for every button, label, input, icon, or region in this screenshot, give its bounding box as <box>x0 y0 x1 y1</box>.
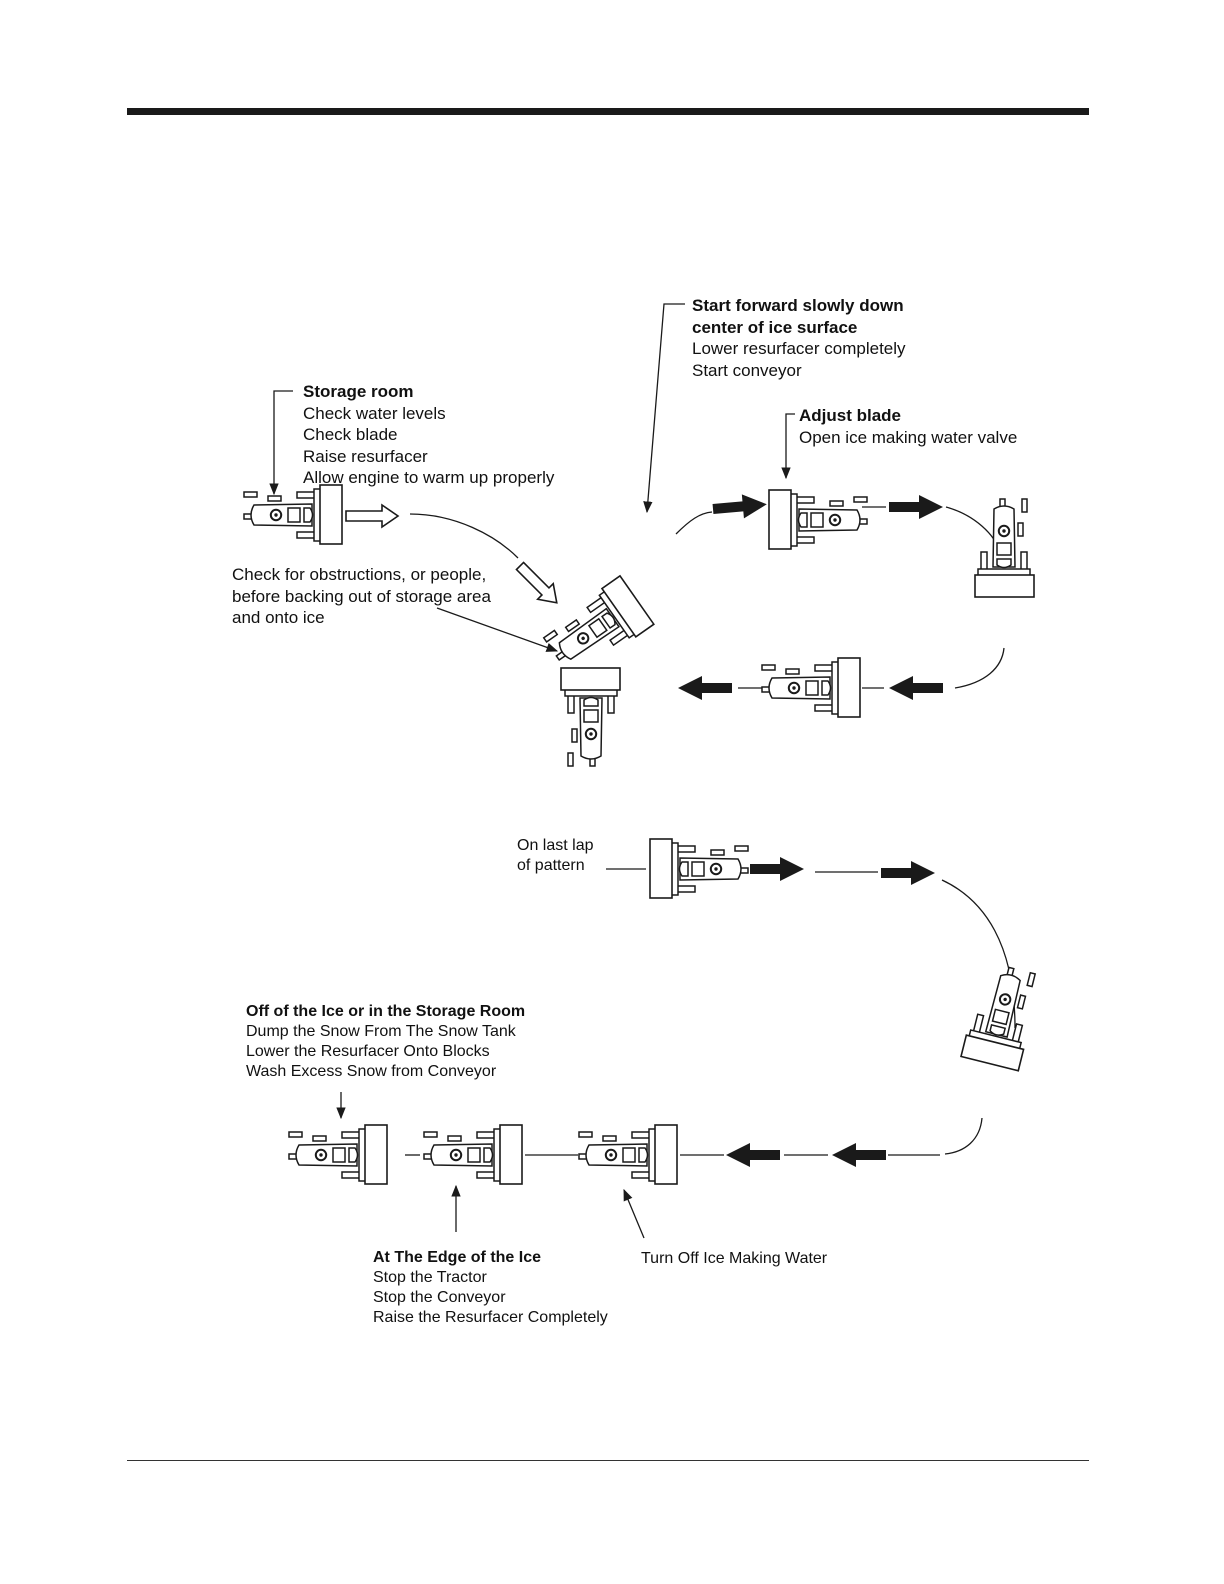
resurfacer-final-turn <box>961 961 1042 1070</box>
label-start-forward <box>692 295 906 381</box>
path-curve-final-bottom <box>945 1118 982 1154</box>
edge-of-ice-line: Stop the Conveyor <box>373 1289 506 1306</box>
start-forward-line: Start conveyor <box>692 360 802 380</box>
last-lap-line: of pattern <box>517 857 585 874</box>
black-arrow-left-1 <box>889 676 943 700</box>
off-ice-line: Dump the Snow From The Snow Tank <box>246 1023 516 1040</box>
off-ice-line: Wash Excess Snow from Conveyor <box>246 1063 497 1080</box>
check-obstructions-line: and onto ice <box>232 608 325 627</box>
start-forward-line: Lower resurfacer completely <box>692 339 906 358</box>
turn-off-water-text: Turn Off Ice Making Water <box>641 1250 828 1267</box>
label-last-lap <box>517 836 593 876</box>
path-storage-to-ice <box>410 514 518 558</box>
black-arrow-left-3 <box>832 1143 886 1167</box>
resurfacer-start-forward <box>540 576 654 681</box>
off-ice-title: Off of the Ice or in the Storage Room <box>246 1003 526 1020</box>
start-forward-title: center of ice surface <box>692 317 858 337</box>
label-check-obstructions <box>232 564 491 629</box>
leader-adjust-blade <box>786 414 795 478</box>
check-obstructions-line: before backing out of storage area <box>232 586 491 606</box>
label-turn-off-water <box>641 1249 827 1269</box>
black-arrow-left-4 <box>726 1143 780 1167</box>
footer-rule <box>127 1460 1089 1461</box>
storage-room-line: Allow engine to warm up properly <box>303 468 555 487</box>
off-ice-line: Lower the Resurfacer Onto Blocks <box>246 1043 490 1060</box>
resurfacer-storage-room-final <box>289 1125 387 1184</box>
check-obstructions-line: Check for obstructions, or people, <box>232 565 487 584</box>
edge-of-ice-line: Raise the Resurfacer Completely <box>373 1309 608 1326</box>
resurfacer-adjust-blade <box>769 490 867 549</box>
black-arrow-right-3 <box>750 857 804 881</box>
label-edge-of-ice <box>373 1248 608 1328</box>
edge-of-ice-title: At The Edge of the Ice <box>373 1249 542 1266</box>
resurfacer-backing-out <box>561 668 620 766</box>
leader-start-forward <box>647 304 685 512</box>
edge-of-ice-line: Stop the Tractor <box>373 1269 487 1286</box>
resurfacer-return-lap <box>762 658 860 717</box>
path-curve-1 <box>676 512 712 534</box>
label-off-ice <box>246 1002 525 1082</box>
adjust-blade-title: Adjust blade <box>799 406 902 425</box>
storage-room-title: Storage room <box>303 382 414 401</box>
black-arrow-left-2 <box>678 676 732 700</box>
hollow-arrow-right <box>346 505 398 527</box>
label-adjust-blade <box>799 405 1017 448</box>
path-curve-right-bottom <box>955 648 1004 688</box>
black-arrow-right-4 <box>881 861 935 885</box>
path-curve-right-top <box>946 507 1000 552</box>
start-forward-title: Start forward slowly down <box>692 296 904 315</box>
resurfacer-edge-of-ice <box>424 1125 522 1184</box>
storage-room-line: Check blade <box>303 425 398 444</box>
section-1-startup-path <box>244 304 1034 766</box>
black-arrow-right-2 <box>889 495 943 519</box>
black-arrow-right-1 <box>712 492 768 521</box>
leader-storage-room <box>274 391 293 494</box>
storage-room-line: Check water levels <box>303 403 446 423</box>
leader-turn-off-water <box>624 1190 644 1238</box>
hollow-arrow-diagonal <box>512 558 564 610</box>
label-storage-room <box>303 381 554 489</box>
resurfacer-last-lap <box>650 839 748 898</box>
resurfacer-water-off <box>579 1125 677 1184</box>
storage-room-line: Raise resurfacer <box>303 446 428 466</box>
adjust-blade-line: Open ice making water valve <box>799 427 1018 447</box>
last-lap-line: On last lap <box>517 837 594 854</box>
resurfacer-storage-room <box>244 485 342 544</box>
resurfacer-turning <box>975 499 1034 597</box>
